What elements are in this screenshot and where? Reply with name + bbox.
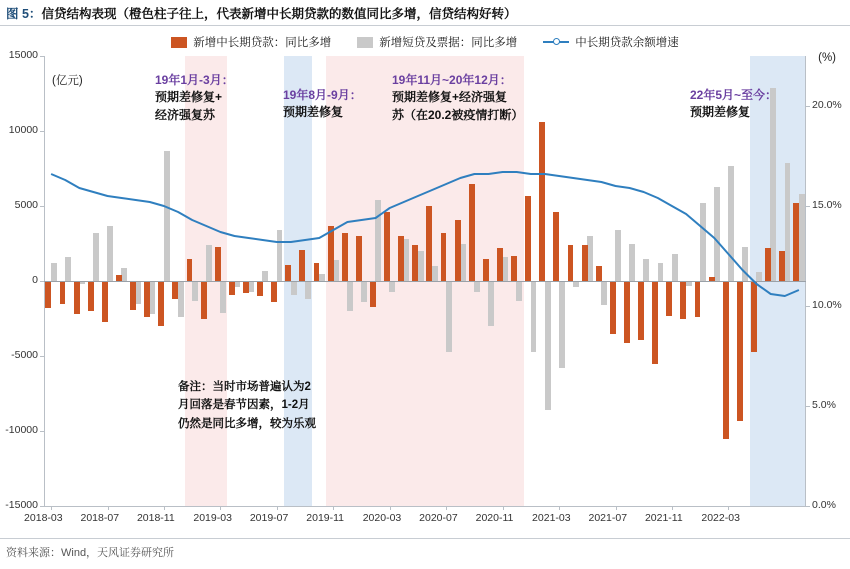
figure-title-bar [0,0,850,26]
x-tick-mark [672,506,673,510]
legend-label-grey: 新增短贷及票据：同比多增 [379,37,518,49]
x-tick-mark [108,506,109,510]
y-tick-right: 0.0% [812,499,836,511]
y-tick-mark-left [40,506,44,507]
x-tick-mark [220,506,221,510]
legend-swatch-grey [357,37,373,48]
y-tick-mark-right [806,206,810,207]
x-tick-mark [277,506,278,510]
source-note: 资料来源：Wind，天风证券研究所 [6,547,175,559]
y-tick-mark-right [806,106,810,107]
annotation-body: 预期差修复 [690,105,751,120]
x-tick-label: 2021-07 [588,512,628,524]
x-tick-label: 2021-11 [644,512,683,524]
y-tick-left: 10000 [8,124,38,136]
y-tick-right: 5.0% [812,399,836,411]
legend-label-orange: 新增中长期贷款：同比多增 [193,37,332,49]
x-tick-mark [390,506,391,510]
x-tick-label: 2018-11 [136,512,175,524]
y-tick-right: 10.0% [812,299,842,311]
x-tick-label: 2019-07 [249,512,289,524]
x-tick-mark [51,506,52,510]
x-tick-mark [559,506,560,510]
figure-title: 信贷结构表现（橙色柱子往上，代表新增中长期贷款的数值同比多增，信贷结构好转） [41,6,517,21]
y-tick-mark-right [806,506,810,507]
annotation-head: 19年11月~20年12月： [392,73,512,87]
y-tick-mark-right [806,406,810,407]
x-tick-mark [446,506,447,510]
annotation-3 [392,72,523,124]
legend-item-line [543,34,679,50]
y-tick-left: -5000 [11,349,38,361]
line-path [51,172,799,296]
y-tick-left: 0 [32,274,38,286]
x-tick-mark [503,506,504,510]
x-axis [44,506,806,507]
x-tick-label: 2022-03 [701,512,740,524]
y-tick-mark-right [806,306,810,307]
y-tick-right: 15.0% [812,199,842,211]
annotation-body: 预期差修复 [283,105,344,120]
y-tick-left: -15000 [5,499,38,511]
y-tick-right: 20.0% [812,99,842,111]
annotation-body: 预期差修复+ 经济强复苏 [155,90,223,122]
left-axis-unit: (亿元) [52,75,83,87]
x-tick-label: 2020-03 [362,512,402,524]
right-axis-unit: (%) [818,52,836,64]
x-tick-label: 2021-03 [532,512,571,524]
legend-label-line: 中长期贷款余额增速 [575,37,679,49]
x-tick-label: 2018-07 [80,512,120,524]
annotation-2 [283,87,362,122]
x-tick-mark [164,506,165,510]
annotation-1 [155,72,234,124]
figure-label: 图 5： [6,6,42,21]
x-tick-mark [616,506,617,510]
legend-item-grey [357,34,517,50]
legend-item-orange [171,34,331,50]
annotation-head: 19年8月-9月： [283,88,362,102]
x-tick-label: 2019-11 [306,512,345,524]
y-tick-left: 5000 [14,199,38,211]
x-tick-label: 2020-07 [419,512,458,524]
x-tick-label: 2020-11 [475,512,514,524]
chart-footnote: 备注：当时市场普遍认为2 月回落是春节因素，1-2月 仍然是同比多增，较为乐观 [178,381,316,430]
x-tick-label: 2019-03 [193,512,232,524]
annotation-body: 预期差修复+经济强复 苏（在20.2被疫情打断） [392,90,524,122]
annotation-head: 19年1月-3月： [155,73,234,87]
source-divider [0,538,850,539]
y-tick-left: -10000 [5,424,38,436]
annotation-4 [690,87,777,122]
annotation-head: 22年5月~至今： [690,88,778,102]
x-tick-label: 2018-03 [24,512,63,524]
x-tick-mark [728,506,729,510]
legend-swatch-orange [171,37,187,48]
chart-legend [0,30,850,54]
y-tick-left: 15000 [8,49,38,61]
x-tick-mark [333,506,334,510]
legend-swatch-line [543,41,569,43]
